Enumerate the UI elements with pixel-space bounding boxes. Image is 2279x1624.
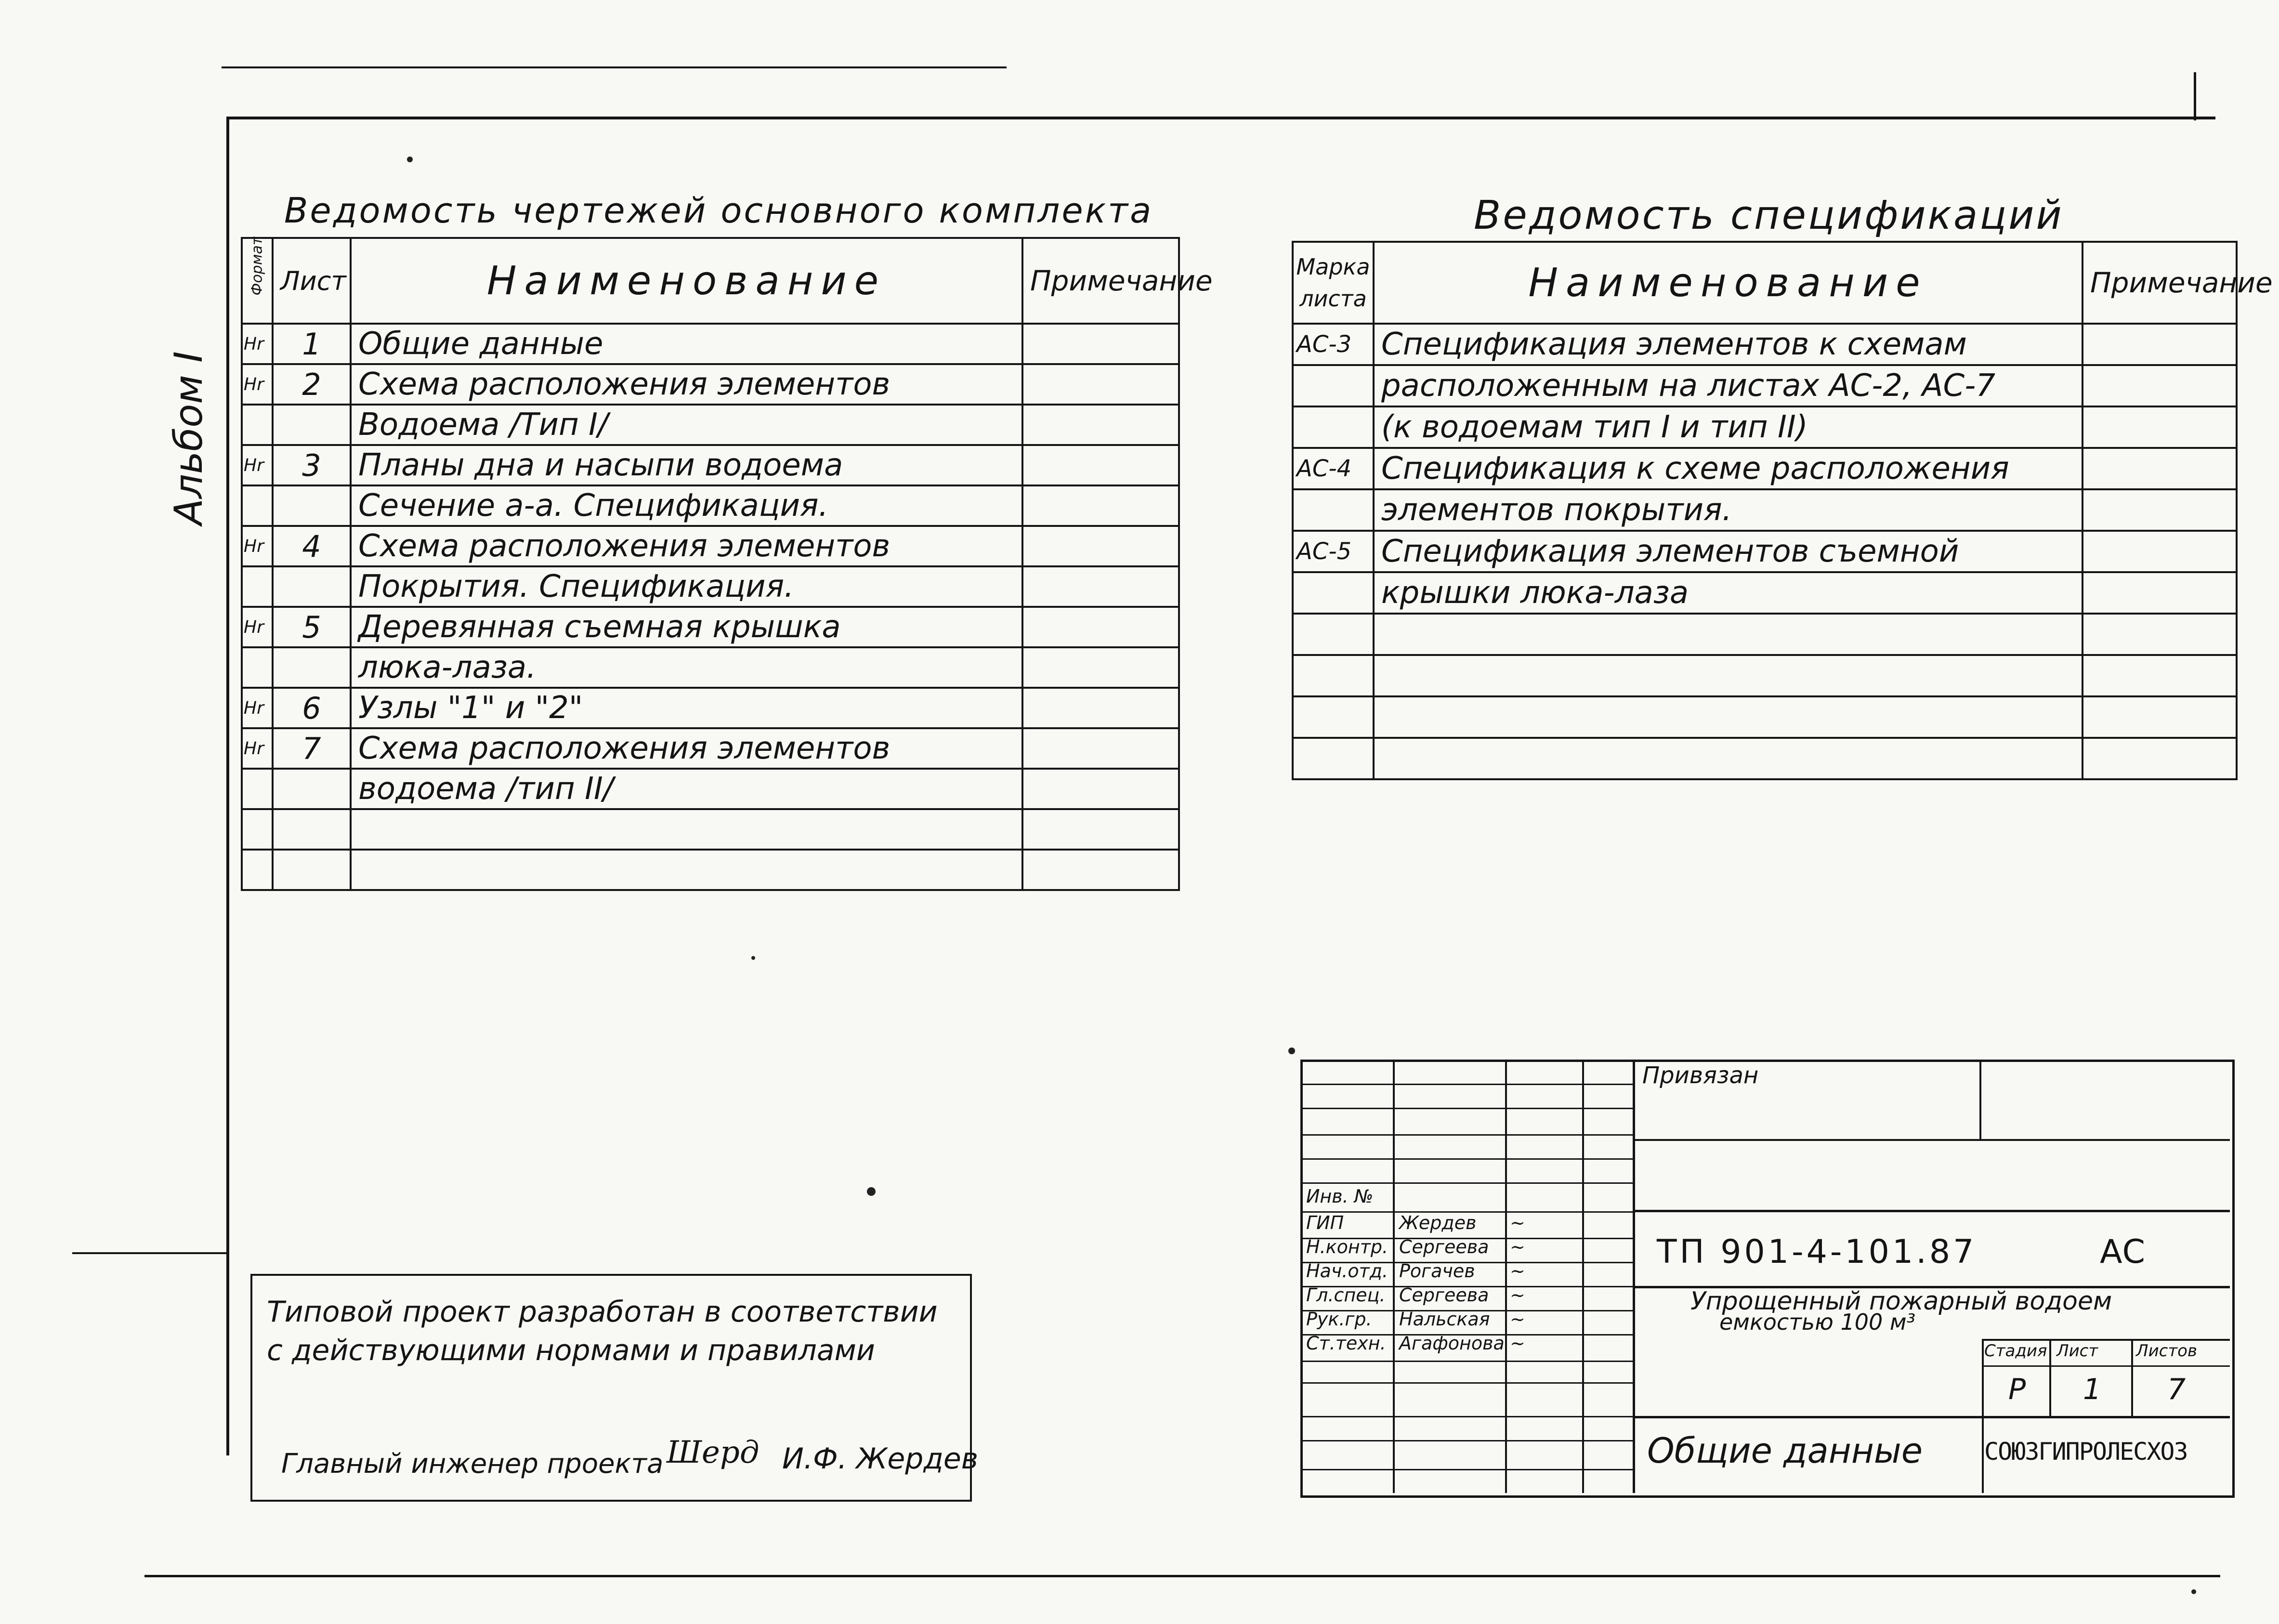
row-format [242,769,273,809]
row-note [1022,607,1179,647]
table-row [242,324,1179,364]
row-note [2083,365,2237,406]
row-mark [1293,738,1374,779]
row-format [242,647,273,688]
doc-title: Общие данные [1647,1430,1923,1471]
note-line-2: с действующими нормами и правилами [267,1334,875,1367]
row-name: Схема расположения элементов [351,364,1022,405]
note-header: Примечание [1022,238,1179,324]
row-format: Нr [242,526,273,566]
stamp-stage-h [1982,1365,2230,1367]
row-format: Нr [242,607,273,647]
stamp-role: Гл.спец. [1306,1284,1386,1306]
stamp-person-name: Сергеева [1399,1284,1489,1306]
stamp-signature: ~ [1510,1284,1525,1306]
row-sheet [273,647,351,688]
stamp-person-name: Нальская [1399,1309,1490,1330]
row-name: Водоема /Тип I/ [351,405,1022,445]
stamp-signature: ~ [1510,1333,1525,1354]
stamp-vline-2 [1505,1062,1507,1493]
table-row [242,607,1179,647]
row-mark [1293,365,1374,406]
stamp-person-name: Жердев [1399,1212,1477,1233]
row-sheet: 4 [273,526,351,566]
subject-line-1: Упрощенный пожарный водоем [1690,1287,2112,1316]
project-code: ТП 901-4-101.87 [1657,1233,1977,1271]
table-row [242,850,1179,890]
row-name: Сечение а-а. Спецификация. [351,485,1022,526]
row-note [1022,769,1179,809]
row-mark: АС-5 [1293,531,1374,572]
row-format [242,809,273,850]
stamp-grid-line [1300,1469,1633,1470]
row-mark [1293,614,1374,655]
row-note [2083,614,2237,655]
linked-divider [1979,1062,1981,1139]
row-note [2083,655,2237,696]
row-format [242,566,273,607]
row-note [1022,405,1179,445]
table-row [1293,572,2237,614]
stamp-signature: ~ [1510,1309,1525,1330]
stamp-vline-1 [1393,1062,1395,1493]
table-row [242,809,1179,850]
subject-line-2: емкостью 100 м³ [1719,1309,1916,1335]
row-note [2083,406,2237,448]
stamp-right-h1 [1633,1139,2230,1141]
stamp-grid-line [1300,1108,1633,1109]
fold-mark-line [72,1252,226,1254]
row-sheet: 6 [273,688,351,728]
stamp-person-name: Рогачев [1399,1260,1475,1282]
note-box [250,1274,979,1502]
row-sheet: 1 [273,324,351,364]
scan-speck [1288,1048,1295,1054]
stamp-grid-line [1300,1182,1633,1184]
row-name: Схема расположения элементов [351,526,1022,566]
stamp-stage-v1 [2049,1339,2051,1416]
row-name [1374,655,2083,696]
row-sheet [273,850,351,890]
table-row [1293,324,2237,365]
table-row [1293,696,2237,738]
stamp-role: Ст.техн. [1306,1333,1386,1354]
row-name: Спецификация к схеме расположения [1374,448,2083,489]
row-sheet [273,405,351,445]
sheets-value: 7 [2167,1373,2186,1406]
stamp-signature: ~ [1510,1260,1525,1282]
row-note [2083,448,2237,489]
stamp-grid-line [1300,1084,1633,1085]
table-row [242,647,1179,688]
chief-signature: Шерд [667,1435,760,1470]
row-note [2083,531,2237,572]
row-name: (к водоемам тип I и тип II) [1374,406,2083,448]
row-sheet [273,485,351,526]
stage-label: Стадия [1984,1341,2047,1361]
table-row [242,688,1179,728]
row-sheet [273,809,351,850]
stamp-grid-line [1300,1440,1633,1441]
name-header: Наименование [351,238,1022,324]
sheet-header: Лист [273,238,351,324]
row-name: Спецификация элементов съемной [1374,531,2083,572]
row-mark [1293,406,1374,448]
stamp-signature: ~ [1510,1212,1525,1233]
row-name: Спецификация элементов к схемам [1374,324,2083,365]
drawings-table [241,236,1213,891]
row-name [351,809,1022,850]
organization-name: СОЮЗГИПРОЛЕСХОЗ [1984,1438,2187,1466]
table-row [1293,531,2237,572]
row-note [1022,485,1179,526]
row-format: Нr [242,445,273,485]
specs-title: Ведомость спецификаций [1474,193,2064,238]
mark-header: Марка листа [1293,242,1374,324]
row-note [2083,696,2237,738]
row-sheet: 3 [273,445,351,485]
stamp-vline-3 [1582,1062,1584,1493]
sheet-value: 1 [2083,1373,2102,1406]
row-note [1022,688,1179,728]
row-format [242,405,273,445]
specs-note-header: Примечание [2083,242,2237,324]
sheet-label: Лист [2056,1341,2098,1361]
row-name: Схема расположения элементов [351,728,1022,769]
row-format [242,485,273,526]
row-note [1022,566,1179,607]
row-note [2083,324,2237,365]
stamp-grid-line [1300,1134,1633,1136]
table-row [1293,655,2237,696]
table-row [1293,365,2237,406]
scan-speck [867,1187,876,1196]
table-row [1293,448,2237,489]
row-note [2083,572,2237,614]
row-mark: АС-3 [1293,324,1374,365]
row-format [242,850,273,890]
table-row [1293,614,2237,655]
row-name: водоема /тип II/ [351,769,1022,809]
frame-right-line [2194,72,2196,120]
table-row [1293,406,2237,448]
stamp-grid-line [1300,1158,1633,1160]
scan-speck [2191,1589,2196,1594]
stamp-stage-v2 [2131,1339,2133,1416]
row-note [1022,364,1179,405]
row-note [2083,738,2237,779]
stamp-person-name: Сергеева [1399,1236,1489,1257]
scan-speck [751,956,755,960]
stamp-person-name: Агафонова [1399,1333,1505,1354]
stamp-grid-line [1300,1361,1633,1362]
row-note [1022,809,1179,850]
row-sheet [273,769,351,809]
row-name: Узлы "1" и "2" [351,688,1022,728]
stamp-role: Рук.гр. [1306,1309,1372,1330]
table-row [242,728,1179,769]
row-sheet: 2 [273,364,351,405]
row-format: Нr [242,364,273,405]
row-name: элементов покрытия. [1374,489,2083,531]
table-row [242,445,1179,485]
stamp-grid-line [1300,1382,1633,1384]
frame-left-line [226,117,229,1455]
row-note [2083,489,2237,531]
specs-name-header: Наименование [1374,242,2083,324]
chief-engineer-name: И.Ф. Жердев [782,1442,979,1476]
row-name: крышки люка-лаза [1374,572,2083,614]
stamp-role: Н.контр. [1306,1236,1388,1257]
table-row [242,769,1179,809]
note-line-1: Типовой проект разработан в соответствии [267,1295,938,1329]
row-note [1022,324,1179,364]
scan-speck [407,157,413,162]
stamp-grid-line [1300,1416,1633,1417]
stamp-role: ГИП [1306,1212,1344,1233]
row-name [1374,696,2083,738]
row-mark [1293,696,1374,738]
project-mark: АС [2100,1233,2145,1271]
inv-label: Инв. № [1306,1186,1374,1207]
album-label: Альбом I [166,351,211,525]
table-row [242,566,1179,607]
frame-top-outer-line [222,66,1007,68]
stamp-stage-v0 [1982,1339,1984,1493]
row-name [351,850,1022,890]
table-row [242,364,1179,405]
row-mark [1293,655,1374,696]
table-row [1293,738,2237,779]
row-name [1374,738,2083,779]
stamp-right-h2 [1633,1210,2230,1212]
row-sheet: 7 [273,728,351,769]
chief-engineer-label: Главный инженер проекта [281,1448,664,1480]
row-note [1022,647,1179,688]
sheets-label: Листов [2136,1341,2198,1361]
row-name: Планы дна и насыпи водоема [351,445,1022,485]
row-note [1022,728,1179,769]
stamp-right-h4 [1982,1339,2230,1341]
frame-top-line [226,117,2215,119]
linked-label: Привязан [1642,1062,1759,1089]
drawings-title: Ведомость чертежей основного комплекта [284,190,1153,231]
table-row [242,526,1179,566]
row-mark [1293,572,1374,614]
stamp-role: Нач.отд. [1306,1260,1388,1282]
row-note [1022,526,1179,566]
specs-table [1292,241,2273,780]
row-note [1022,850,1179,890]
table-row [242,405,1179,445]
table-row [242,485,1179,526]
format-header: Формат [242,238,273,324]
row-note [1022,445,1179,485]
row-sheet: 5 [273,607,351,647]
row-mark [1293,489,1374,531]
row-name: расположенным на листах АС-2, АС-7 [1374,365,2083,406]
row-name: Деревянная съемная крышка [351,607,1022,647]
stamp-right-h5 [1633,1416,2230,1418]
row-name: люка-лаза. [351,647,1022,688]
row-mark: АС-4 [1293,448,1374,489]
row-format: Нr [242,688,273,728]
stamp-signature: ~ [1510,1236,1525,1257]
row-format: Нr [242,728,273,769]
stage-value: Р [2008,1373,2026,1406]
row-name: Общие данные [351,324,1022,364]
row-format: Нr [242,324,273,364]
row-name: Покрытия. Спецификация. [351,566,1022,607]
stamp-vline-4 [1633,1062,1635,1493]
row-sheet [273,566,351,607]
row-name [1374,614,2083,655]
frame-bottom-line [144,1575,2220,1577]
table-row [1293,489,2237,531]
